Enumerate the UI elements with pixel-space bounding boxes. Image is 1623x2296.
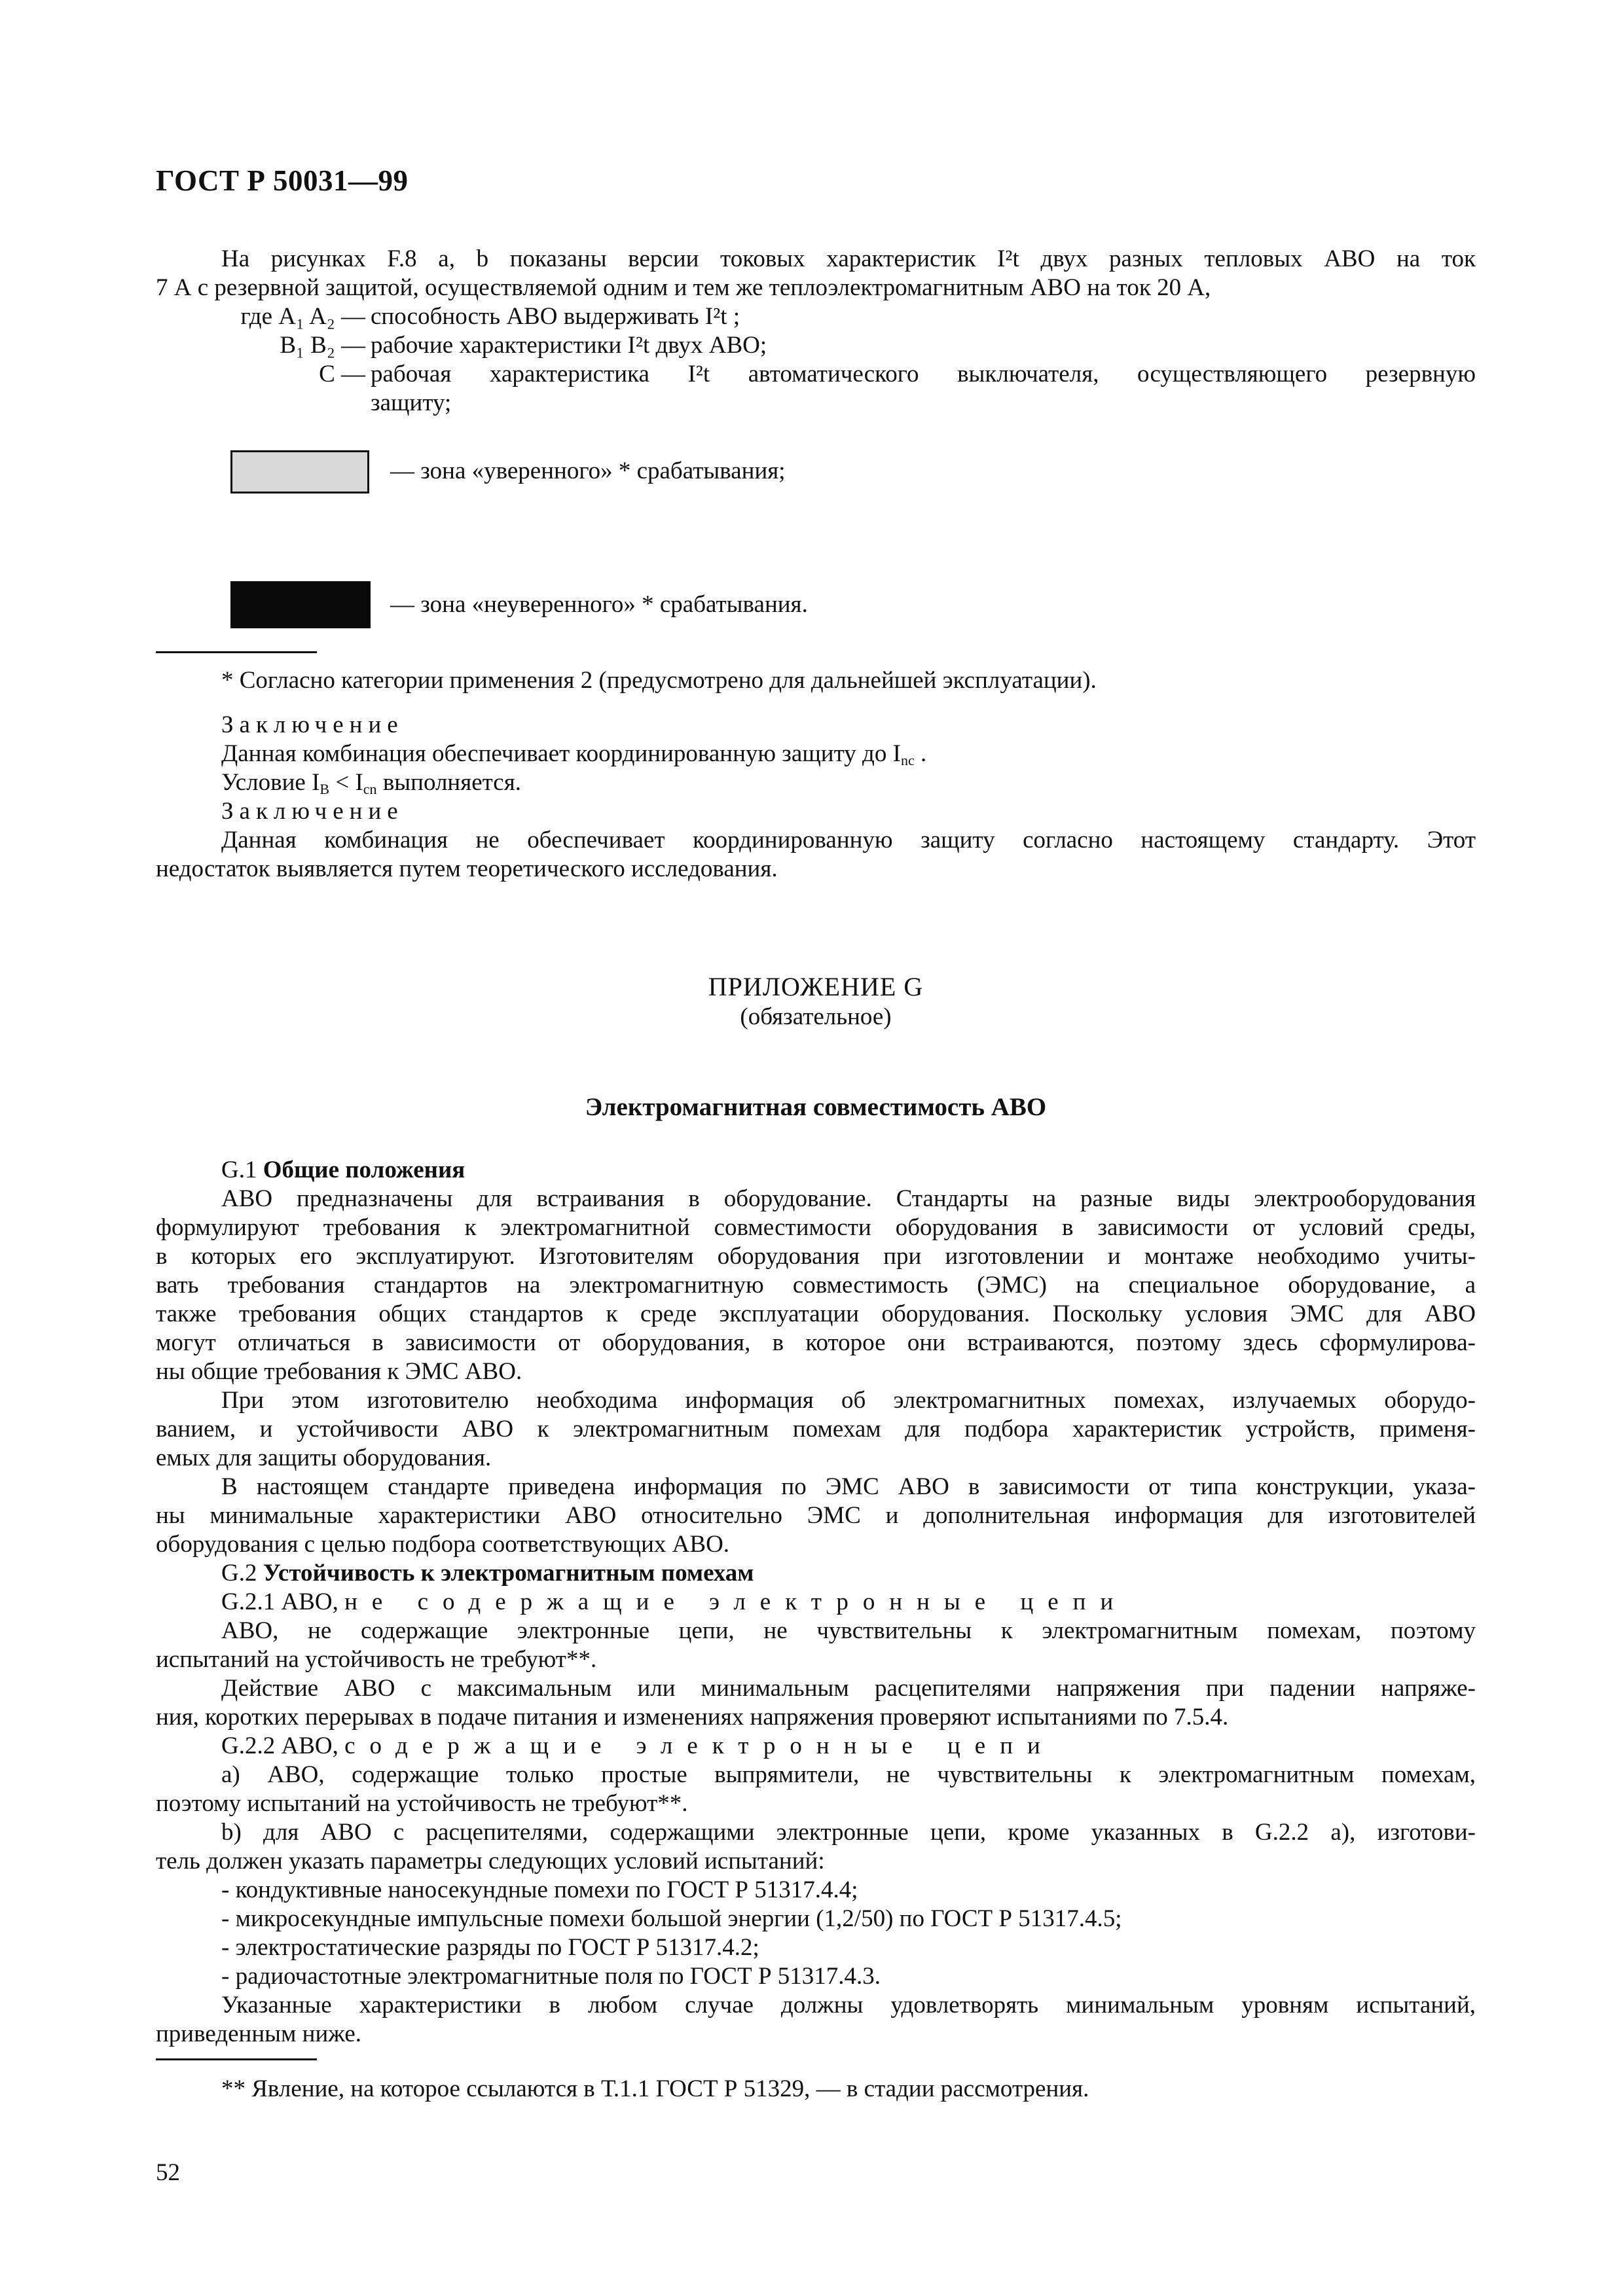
conclusion-text-2-line-2: недостаток выявляется путем теоретического исследования. xyxy=(156,855,778,882)
section-g1-heading: G.1 Общие положения xyxy=(221,1157,465,1183)
g1-line: вать требования стандартов на электромагнитную совместимость (ЭМС) на специальное оборудование, а xyxy=(156,1272,1476,1299)
g1-line: емых для защиты оборудования. xyxy=(156,1444,492,1471)
g21-line: АВО, не содержащие электронные цепи, не чувствительны к электромагнитным помехам, поэтому xyxy=(221,1617,1476,1644)
g1-line: ны минимальные характеристики АВО относительно ЭМС и дополнительная информация для изготовителей xyxy=(156,1502,1476,1529)
g22-line: a) АВО, содержащие только простые выпрямители, не чувствительны к электромагнитным помехам, xyxy=(221,1761,1476,1788)
conclusion-text-1: Данная комбинация обеспечивает координированную защиту до $I_{nc}$ . xyxy=(221,740,927,768)
g22-line: b) для АВО с расцепителями, содержащими электронные цепи, кроме указанных в G.2.2 а), изготови- xyxy=(221,1819,1476,1846)
conclusion-label: Заключение xyxy=(221,798,404,825)
g22-line: приведенным ниже. xyxy=(156,2020,362,2047)
g1-line: также требования общих стандартов к среде эксплуатации оборудования. Поскольку условия ЭМС для АВО xyxy=(156,1300,1476,1327)
g1-line: АВО предназначены для встраивания в оборудование. Стандарты на разные виды электрооборудования xyxy=(221,1185,1476,1212)
g1-line: При этом изготовителю необходима информация об электромагнитных помехах, излучаемых оборудо- xyxy=(221,1387,1476,1414)
g1-line: формулируют требования к электромагнитной совместимости оборудования в зависимости от условий среды, xyxy=(156,1214,1476,1241)
conclusion-text-2-line-1: Данная комбинация не обеспечивает координированную защиту согласно настоящему стандарту. Этот xyxy=(221,827,1476,853)
legend-symbol: C — xyxy=(319,361,365,387)
confident-zone-label: — зона «уверенного» * срабатывания; xyxy=(390,457,786,484)
section-g21-heading: G.2.1 АВО, не содержащие электронные цепи xyxy=(221,1588,1128,1615)
unconfident-zone-swatch xyxy=(230,581,371,628)
page-number: 52 xyxy=(156,2159,180,2186)
footnote-2: ** Явление, на которое ссылаются в Т.1.1 ГОСТ Р 51329, — в стадии рассмотрения. xyxy=(221,2075,1089,2102)
g1-line: ны общие требования к ЭМС АВО. xyxy=(156,1358,522,1385)
condition-text: Условие $I_B < I_{cn}$ выполняется. xyxy=(221,769,521,797)
g22-list-item: - электростатические разряды по ГОСТ Р 51317.4.2; xyxy=(221,1934,759,1961)
g22-line: Указанные характеристики в любом случае должны удовлетворять минимальным уровням испытаний, xyxy=(221,1992,1476,2018)
g1-line: могут отличаться в зависимости от оборудования, в которое они встраиваются, поэтому здесь сформулирова- xyxy=(156,1329,1476,1356)
legend-desc: защиту; xyxy=(371,389,452,416)
legend-desc: рабочие характеристики I²t двух АВО; xyxy=(371,332,767,359)
g21-line: испытаний на устойчивость не требуют**. xyxy=(156,1646,597,1673)
g1-line: оборудования с целью подбора соответствующих АВО. xyxy=(156,1531,730,1558)
footnote-divider xyxy=(156,2058,317,2060)
confident-zone-swatch xyxy=(230,450,369,493)
document-header: ГОСТ Р 50031—99 xyxy=(156,164,409,197)
appendix-heading: Электромагнитная совместимость АВО xyxy=(585,1093,1047,1121)
g22-list-item: - микросекундные импульсные помехи большой энергии (1,2/50) по ГОСТ Р 51317.4.5; xyxy=(221,1905,1122,1932)
g21-line: Действие АВО с максимальным или минимальным расцепителями напряжения при падении напряже- xyxy=(221,1675,1476,1702)
legend-desc: способность АВО выдерживать I²t ; xyxy=(371,303,740,330)
legend-desc: рабочая характеристика I²t автоматического выключателя, осуществляющего резервную xyxy=(371,361,1476,387)
g22-list-item: - радиочастотные электромагнитные поля по ГОСТ Р 51317.4.3. xyxy=(221,1963,881,1990)
footnote-1: * Согласно категории применения 2 (предусмотрено для дальнейшей эксплуатации). xyxy=(221,667,1097,694)
g22-list-item: - кондуктивные наносекундные помехи по ГОСТ Р 51317.4.4; xyxy=(221,1876,858,1903)
appendix-title: ПРИЛОЖЕНИЕ G xyxy=(708,972,924,1001)
footnote-divider xyxy=(156,651,317,653)
unconfident-zone-label: — зона «неуверенного» * срабатывания. xyxy=(390,591,808,618)
legend-symbol: B₁ B₂ — xyxy=(280,332,365,359)
intro-line-1: На рисунках F.8 a, b показаны версии токовых характеристик I²t двух разных тепловых АВО на ток xyxy=(221,245,1476,272)
legend-symbol: где A₁ A₂ — xyxy=(240,303,365,330)
section-g22-heading: G.2.2 АВО, содержащие электронные цепи xyxy=(221,1732,1055,1759)
g22-line: тель должен указать параметры следующих условий испытаний: xyxy=(156,1848,825,1874)
conclusion-label: Заключение xyxy=(221,711,404,738)
section-g2-heading: G.2 Устойчивость к электромагнитным помехам xyxy=(221,1560,754,1587)
g1-line: в которых его эксплуатируют. Изготовителям оборудования при изготовлении и монтаже необходимо учиты- xyxy=(156,1243,1476,1270)
g21-line: ния, коротких перерывах в подаче питания и изменениях напряжения проверяют испытаниями по 7.5.4. xyxy=(156,1704,1229,1731)
g22-line: поэтому испытаний на устойчивость не требуют**. xyxy=(156,1790,688,1817)
appendix-subtitle: (обязательное) xyxy=(740,1003,892,1030)
g1-line: ванием, и устойчивости АВО к электромагнитным помехам для подбора характеристик устройств, применя- xyxy=(156,1416,1476,1443)
intro-line-2: 7 А с резервной защитой, осуществляемой одним и тем же теплоэлектромагнитным АВО на ток 20 А, xyxy=(156,274,1211,301)
g1-line: В настоящем стандарте приведена информация по ЭМС АВО в зависимости от типа конструкции, указа- xyxy=(221,1473,1476,1500)
